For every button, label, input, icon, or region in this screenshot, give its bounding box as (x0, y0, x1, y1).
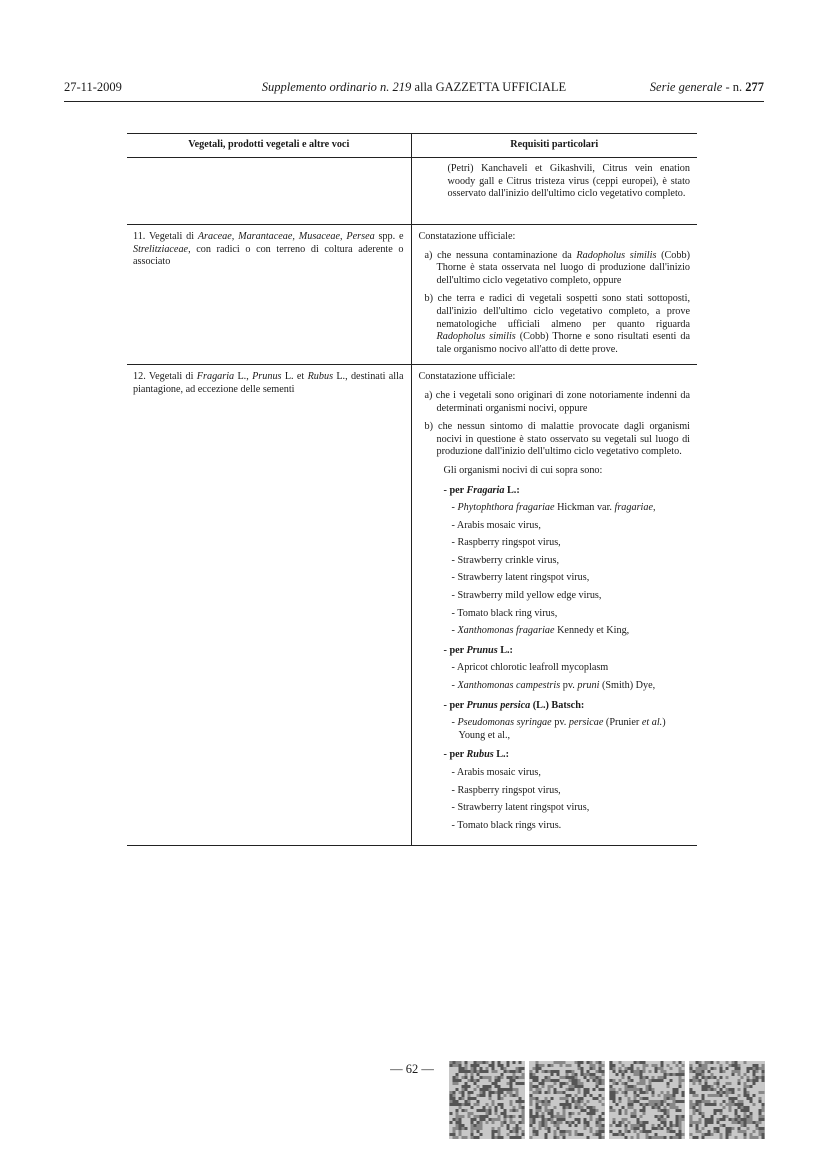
table-row (127, 225, 697, 365)
list-item (419, 502, 691, 515)
group-prunus-persica (419, 700, 691, 713)
item-text: Hickman var. (554, 502, 615, 514)
item-text: ) Young et al., (458, 717, 666, 741)
option-text: (Cobb) Thorne e sono risultati esenti da tale organismo nocivo all'atto di dette prove. (436, 331, 690, 355)
item-text: (Smith) Dye, (599, 680, 656, 692)
list-item: - Strawberry crinkle virus, (451, 554, 560, 566)
row11-text: spp. e (374, 231, 404, 242)
organisms-intro: Gli organismi nocivi di cui sopra sono: (443, 464, 603, 476)
option-text: a) che nessuna contaminazione da (424, 249, 577, 261)
header-gazzetta: alla GAZZETTA UFFICIALE (411, 80, 567, 94)
item-text: - (451, 680, 458, 692)
list-item: - Strawberry latent ringspot virus, (451, 572, 590, 584)
row11-text: , con radici o con terreno di coltura aderente o associato (133, 243, 404, 268)
list-item (419, 625, 691, 638)
row11-plants (127, 225, 411, 365)
code-block (529, 1061, 605, 1139)
item-species: Xanthomonas fragariae (457, 625, 555, 637)
row12-text: L. et (281, 371, 308, 383)
row12-text: L., destinati alla piantagione, ad eccezione delle sementi (133, 371, 404, 395)
group-genus: Fragaria (466, 484, 505, 496)
header-number: 277 (745, 80, 764, 94)
group-genus: Prunus (466, 644, 498, 656)
group-rubus (419, 749, 691, 762)
item-text: - (451, 502, 458, 514)
row12-option-a: a) che i vegetali sono originari di zone notoriamente indenni da determinati organismi nocivi, oppure (424, 389, 690, 414)
option-species: Radopholus similis (436, 331, 516, 343)
page-number: — 62 — (390, 1062, 434, 1076)
item-species: pruni (577, 680, 600, 692)
item-species: Phytophthora fragariae (457, 502, 555, 514)
list-item (419, 717, 691, 742)
list-item: - Strawberry mild yellow edge virus, (451, 590, 602, 602)
group-head: - per (443, 484, 467, 496)
row0-col1 (127, 158, 411, 225)
list-item: - Raspberry ringspot virus, (451, 537, 561, 549)
code-block (449, 1061, 525, 1139)
row11-requirements (411, 225, 697, 365)
datamatrix-codes (449, 1061, 769, 1139)
group-head: L.: (493, 749, 509, 761)
group-head: L.: (504, 484, 520, 496)
row12-taxa: Prunus (252, 371, 282, 383)
option-species: Radopholus similis (576, 249, 657, 261)
row11-intro: Constatazione ufficiale: (418, 231, 516, 242)
row12-taxa: Fragaria (196, 371, 235, 383)
code-block (689, 1061, 765, 1139)
item-text: , (653, 502, 656, 514)
item-species: Pseudomonas syringae (457, 717, 552, 729)
group-genus: Rubus (466, 749, 494, 761)
header-rule (64, 101, 764, 102)
group-head: - per (443, 699, 467, 711)
list-item: - Tomato black ring virus, (451, 607, 558, 619)
row12-plants (127, 365, 411, 846)
header-series (650, 80, 764, 95)
item-species: persicae (568, 717, 604, 729)
item-text: pv. (551, 717, 569, 729)
option-text: (Cobb) Thorne è stata osservata nel luogo di produzione dall'inizio dell'ultimo ciclo vegetativo completo, oppure (436, 249, 690, 286)
row11-taxa: Strelitziaceae (133, 243, 189, 255)
item-text: (Prunier (603, 717, 642, 729)
running-header (64, 80, 764, 96)
list-item: - Arabis mosaic virus, (451, 767, 541, 778)
item-species: et al. (641, 717, 663, 729)
row12-text: 12. Vegetali di (133, 371, 197, 383)
col1-header: Vegetali, prodotti vegetali e altre voci (127, 134, 411, 158)
list-item: - Strawberry latent ringspot virus, (451, 802, 590, 814)
item-text: Kennedy et King, (554, 625, 630, 637)
header-date: 27-11-2009 (64, 80, 122, 94)
item-text: pv. (560, 680, 578, 692)
row11-taxa: Persea (346, 231, 375, 242)
row11-text: , (340, 231, 347, 242)
row12-intro: Constatazione ufficiale: (418, 371, 516, 383)
header-number-prefix: - n. (722, 80, 746, 94)
group-genus: Prunus persica (466, 699, 531, 711)
row11-option-a (419, 250, 691, 288)
row12-requirements (411, 365, 697, 846)
barcode-strip (449, 1061, 769, 1139)
item-text: - (451, 717, 458, 729)
row12-text: L., (234, 371, 253, 383)
row11-taxa: Araceae, Marantaceae, Musaceae (197, 231, 341, 242)
list-item: - Apricot chlorotic leafroll mycoplasm (451, 662, 609, 674)
table-row (127, 365, 697, 846)
row11-option-b (419, 293, 691, 356)
item-text: - (451, 625, 458, 637)
group-fragaria (419, 485, 691, 498)
requirements-table (127, 133, 697, 846)
row0-continuation: (Petri) Kanchaveli et Gikashvili, Citrus vein enation woody gall e Citrus tristeza virus (ceppi europei), è stato osservato dall'inizio dell'ultimo ciclo vegetativo completo. (447, 163, 690, 200)
list-item: - Tomato black rings virus. (451, 819, 562, 831)
col2-header: Requisiti particolari (411, 134, 697, 158)
header-supplement: Supplemento ordinario n. 219 (261, 80, 412, 94)
table-row (127, 158, 697, 225)
list-item (419, 680, 691, 693)
row0-col2 (411, 158, 697, 225)
item-species: fragariae (614, 502, 653, 514)
list-item: - Arabis mosaic virus, (451, 519, 541, 531)
row12-option-b: b) che nessun sintomo di malattie provocate dagli organismi nocivi in questione è stato osservato su vegetali sul luogo di produzione dall'inizio dell'ultimo ciclo vegetativo completo. (424, 421, 690, 458)
list-item: - Raspberry ringspot virus, (451, 784, 561, 796)
group-head: L.: (497, 644, 513, 656)
option-text: b) che terra e radici di vegetali sospetti sono stati sottoposti, dall'inizio dell'ultimo ciclo vegetativo completo, a prove nematologiche ufficiali almeno per quanto riguarda (424, 293, 690, 330)
table-header-row (127, 134, 697, 158)
group-head: - per (443, 644, 467, 656)
group-head: (L.) Batsch: (530, 699, 585, 711)
group-prunus (419, 645, 691, 658)
group-head: - per (443, 749, 467, 761)
row11-text: 11. Vegetali di (133, 231, 198, 242)
item-species: Xanthomonas campestris (457, 680, 561, 692)
header-series-name: Serie generale (649, 80, 723, 94)
code-block (609, 1061, 685, 1139)
row12-taxa: Rubus (307, 371, 334, 383)
